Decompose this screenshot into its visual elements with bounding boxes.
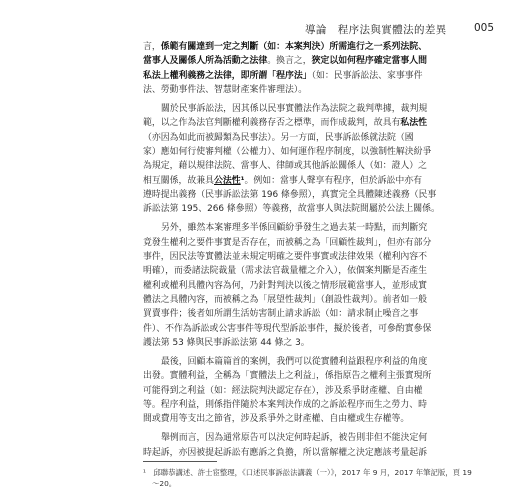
text-line — [143, 159, 427, 173]
text-run: 間或費用等支出之節省，涉及系爭外之財產權、自由權或生存權等。 — [143, 414, 410, 425]
text-run: 公法性 — [214, 175, 241, 186]
text-run: 訴訟法第 195、266 條參照）等義務，故當事人與法院間屬於公法上關係。 — [143, 204, 440, 215]
text-run: 最後，回顧本篇篇首的案例，我們可以從實體利益跟程序利益的角度 — [161, 356, 428, 367]
text-run: ¹ — [240, 175, 245, 186]
text-line — [143, 307, 418, 321]
text-run: 狹定以如何程序確定當事人間 — [311, 56, 427, 67]
text-run: 可能得到之利益（如：經法院判決認定存在），涉及系爭財產權、自由權 — [143, 385, 423, 396]
text-run: 法、勞動事件法、智慧財產案件審理法）。 — [143, 85, 308, 95]
text-run: 時起訴，亦因被提起訴訟有應訴之負擔，所以當解權之決定應該考量起訴 — [143, 447, 427, 458]
text-line — [143, 412, 409, 426]
text-run: 關於民事訴訟法，因其係以民事實體法作為法院之裁判準據，裁判規 — [161, 103, 428, 114]
text-run: 體法之具體內容，而被稱之為「展望性裁判」（創設性裁判）。前者如一般 — [143, 294, 427, 305]
text-run: 當事人及關係人所為活動之法律 — [143, 56, 268, 67]
text-line — [143, 369, 431, 383]
text-line — [143, 264, 427, 278]
text-line — [161, 355, 427, 369]
text-line — [143, 188, 436, 202]
text-run: 相互關係，故兼具 — [143, 175, 214, 186]
text-run: （亦因為如此而被歸類為民事法）。另一方面，民事訴訟係就法院（國 — [143, 132, 414, 143]
text-run: 出發。實體利益，全稱為「實體法上之利益」，係指原告之權利主張實現所 — [143, 371, 432, 382]
text-run: 舉例而言，因為通常原告可以決定何時起訴，被告則非但不能決定何 — [161, 433, 428, 444]
text-run: 。換言之， — [267, 56, 312, 67]
footnote-line: ¹ 邱聯恭講述、許士宦整理，《口述民事訴訟法講義（一）》，2017 年 9 月，2017 年筆記版，頁 19 — [143, 468, 472, 477]
text-line — [161, 102, 427, 116]
text-line — [143, 83, 307, 97]
text-run: 係範有關達到一定之判斷（如：本案判決）所需進行之一系列法院、 — [160, 42, 427, 52]
text-line — [143, 250, 427, 264]
text-run: 範，以之作為法官判斷權利義務存否之標準，而作成裁判，故具有 — [143, 118, 401, 129]
running-header — [0, 20, 520, 40]
text-line — [143, 202, 440, 216]
text-run: 護法第 53 條與民事訴訟法第 44 條之 3。 — [143, 338, 310, 348]
text-line — [161, 431, 427, 445]
text-line — [143, 40, 427, 54]
text-line — [143, 69, 423, 83]
text-line — [143, 174, 422, 188]
text-line — [143, 145, 431, 159]
text-run: 竟發生權利之要件事實是否存在，而被稱之為「回顧性裁判」，但亦有部分 — [143, 237, 432, 248]
text-run: 權利或權利具體內容為何，乃針對判決以後之情形展範當事人，並形成實 — [143, 280, 427, 291]
text-run: 等。程序利益，則係指伴隨於本案判決作成的之訴訟程序而生之勞力、時 — [143, 399, 427, 410]
text-run: 私法性 — [400, 118, 427, 129]
text-run: 為規定，藉以規律法院、當事人、律師或其他訴訟關係人（如：證人）之 — [143, 161, 427, 172]
text-run: 明確），而委諸法院裁量（需求法官裁量權之介入），依個案判斷是否產生 — [143, 266, 427, 277]
text-line — [143, 54, 427, 68]
text-line — [143, 116, 427, 130]
text-run: 私法上權利義務之法律，即所謂「程序法」 — [143, 70, 312, 81]
text-line — [143, 293, 427, 307]
header-title: 導論 程序法與實體法的差異 — [305, 24, 447, 36]
text-line — [143, 398, 427, 412]
text-line — [143, 384, 423, 398]
text-run: 另外，雖然本案審理多半係回顧紛爭發生之過去某一時點，而判斷究 — [161, 223, 428, 234]
text-run: 。例如：當事人聲享有程序，但於訴訟中亦有 — [244, 175, 423, 186]
text-line — [143, 131, 414, 145]
text-line — [161, 221, 427, 235]
footnote-line: ～20。 — [152, 479, 177, 488]
text-line — [143, 236, 431, 250]
text-run: 言， — [143, 42, 161, 52]
text-line — [143, 446, 427, 460]
page-number: 005 — [474, 22, 495, 34]
text-run: 事件，因民法等實體法並未規定明確之要件事實或法律效果（權利內容不 — [143, 251, 427, 262]
text-run: （如：民事訴訟法、家事事件 — [311, 70, 423, 81]
text-line — [143, 336, 310, 350]
text-run: 件）、不作為訴訟或公害事件等現代型訴訟事件，擬於後者，可參酌實參保 — [143, 323, 432, 334]
text-line — [143, 279, 427, 293]
text-run: 買賣事件；後者如所謂生活妨害制止請求訴訟（如：請求制止噪音之事 — [143, 309, 419, 320]
text-line — [143, 322, 431, 336]
footnote-divider — [143, 461, 217, 462]
text-run: 家）應如何行使審判權（公權力）、如何運作程序制度，以強制性解決紛爭 — [143, 146, 432, 157]
text-run: 遵時提出義務（民事訴訟法第 196 條參照），真實完全具體陳述義務（民事 — [143, 190, 437, 200]
